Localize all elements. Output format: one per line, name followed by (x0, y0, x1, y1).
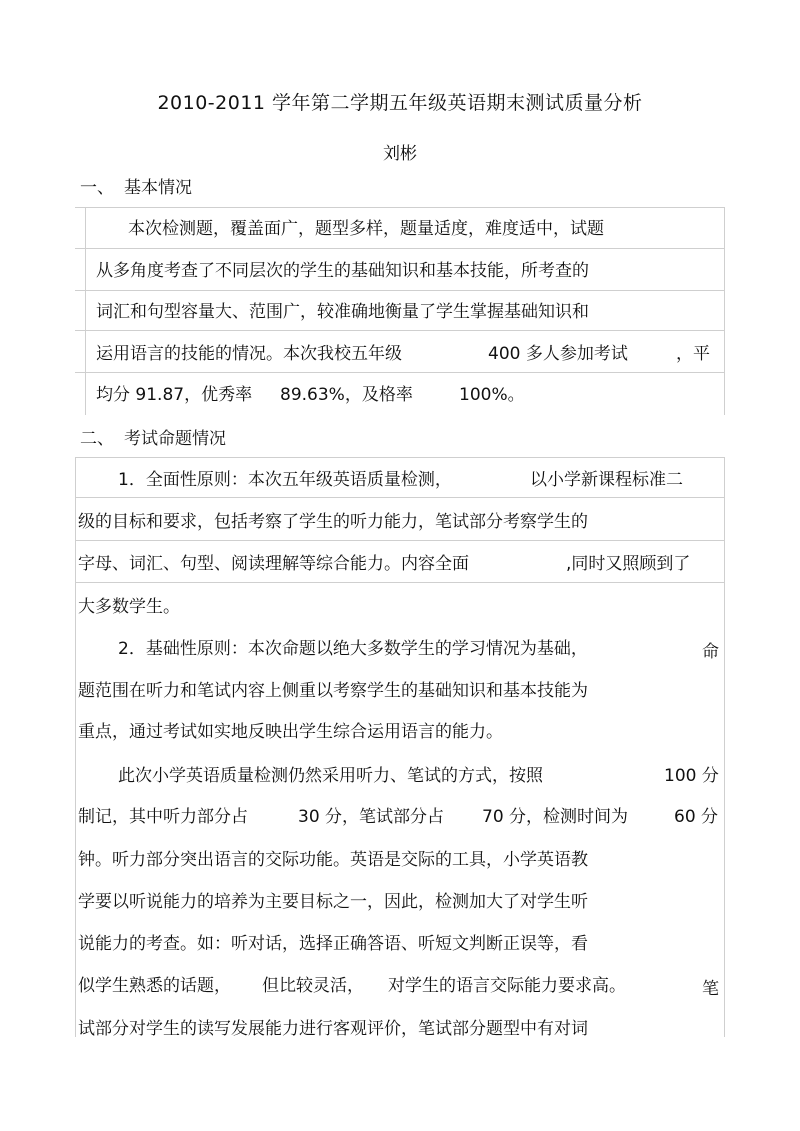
rule-line (75, 372, 725, 373)
paragraph-line: 运用语言的技能的情况。本次我校五年级 (96, 344, 402, 364)
paragraph-line: 钟。听力部分突出语言的交际功能。英语是交际的工具，小学英语教 (78, 850, 588, 870)
paragraph-segment: ,同时又照顾到了 (566, 554, 691, 574)
paragraph-segment: 70 分，检测时间为 (482, 807, 629, 827)
paragraph-segment: 似学生熟悉的话题， (78, 976, 231, 996)
paragraph-line: 重点，通过考试如实地反映出学生综合运用语言的能力。 (78, 722, 503, 742)
rule-line (75, 457, 725, 458)
paragraph-segment: 笔 (702, 979, 719, 999)
rule-line (75, 582, 725, 583)
rule-line (75, 330, 725, 331)
paragraph-line: 2．基础性原则：本次命题以绝大多数学生的学习情况为基础， (118, 639, 588, 659)
paragraph-segment: 但比较灵活， (262, 976, 364, 996)
paragraph-segment: 以小学新课程标准二 (530, 470, 683, 490)
paragraph-line: 本次检测题，覆盖面广，题型多样，题量适度，难度适中，试题 (128, 219, 604, 239)
paragraph-line: 词汇和句型容量大、范围广，较准确地衡量了学生掌握基础知识和 (96, 302, 589, 322)
paragraph-segment: 命 (702, 642, 719, 662)
section2-heading-number: 二、 (80, 429, 114, 449)
paragraph-line: 说能力的考查。如：听对话，选择正确答语、听短文判断正误等，看 (78, 934, 588, 954)
rule-line (75, 207, 725, 208)
paragraph-segment: 100 分 (664, 766, 719, 786)
paragraph-line: 大多数学生。 (78, 597, 180, 617)
paragraph-segment: 100%。 (459, 385, 525, 405)
paragraph-line: 字母、词汇、句型、阅读理解等综合能力。内容全面 (78, 554, 469, 574)
rule-line (75, 248, 725, 249)
section1-heading: 基本情况 (124, 178, 192, 198)
rule-line (85, 207, 86, 415)
paragraph-segment: 30 分，笔试部分占 (298, 807, 445, 827)
paragraph-line: 此次小学英语质量检测仍然采用听力、笔试的方式，按照 (118, 766, 543, 786)
rule-line (724, 207, 725, 415)
paragraph-segment: ，平 (676, 344, 710, 364)
rule-line (75, 457, 76, 1037)
paragraph-segment: 对学生的语言交际能力要求高。 (388, 976, 626, 996)
paragraph-line: 级的目标和要求，包括考察了学生的听力能力，笔试部分考察学生的 (78, 512, 588, 532)
section2-heading: 考试命题情况 (124, 429, 226, 449)
paragraph-line: 题范围在听力和笔试内容上侧重以考察学生的基础知识和基本技能为 (78, 681, 588, 701)
rule-line (75, 497, 725, 498)
page-title: 2010-2011 学年第二学期五年级英语期末测试质量分析 (157, 92, 643, 114)
author-name: 刘彬 (383, 144, 417, 164)
paragraph-segment: 均分 91.87，优秀率 (96, 385, 253, 405)
paragraph-segment: 400 多人参加考试 (488, 344, 628, 364)
paragraph-line: 从多角度考查了不同层次的学生的基础知识和基本技能，所考查的 (96, 261, 589, 281)
paragraph-segment: 60 分 (674, 807, 719, 827)
paragraph-segment: 89.63%，及格率 (280, 385, 413, 405)
rule-line (75, 540, 725, 541)
paragraph-line: 试部分对学生的读写发展能力进行客观评价，笔试部分题型中有对词 (78, 1019, 588, 1039)
section1-heading-number: 一、 (80, 178, 114, 198)
rule-line (724, 457, 725, 1037)
paragraph-line: 学要以听说能力的培养为主要目标之一，因此，检测加大了对学生听 (78, 892, 588, 912)
paragraph-line: 1．全面性原则：本次五年级英语质量检测， (118, 470, 452, 490)
paragraph-segment: 制记，其中听力部分占 (78, 807, 248, 827)
rule-line (75, 290, 725, 291)
